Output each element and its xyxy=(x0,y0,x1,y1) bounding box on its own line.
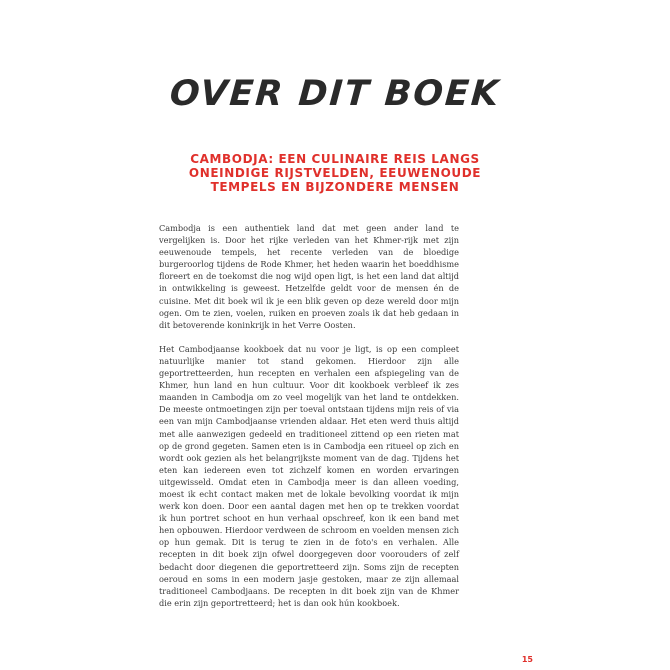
body-text xyxy=(159,222,459,621)
subtitle-line: ONEINDIGE RIJSTVELDEN, EEUWENOUDE xyxy=(188,166,482,180)
subtitle-line: CAMBODJA: EEN CULINAIRE REIS LANGS xyxy=(190,152,480,166)
subtitle xyxy=(0,152,670,194)
paragraph: Cambodja is een authentiek land dat met geen ander land te vergelijken is. Door het rijke verleden van het Khmer-rijk met zijn eeuwenoude tempels, het recente verleden van de bloedige burgeroorlog tijdens de Rode Khmer, het heden waarin het boeddhisme floreert en de toekomst die nog wijd open ligt, is het een land dat altijd in ontwikkeling is geweest. Hetzelfde geldt voor de mensen én de cuisine. Met dit boek wil ik je een blik geven op deze wereld door mijn ogen. Om te zien, voelen, ruiken en proeven zoals ik dat heb gedaan in dit betoverende koninkrijk in het Verre Oosten. xyxy=(159,223,459,330)
paragraph: Het Cambodjaanse kookboek dat nu voor je ligt, is op een compleet natuurlijke manier tot stand gekomen. Hierdoor zijn alle geportretteerden, hun recepten en verhalen een afspiegeling van de Khmer, hun land en hun cultuur. Voor dit kookboek verbleef ik zes maanden in Cambodja om zo veel mogelijk van het land te ontdekken. De meeste ontmoetingen zijn per toeval ontstaan tijdens mijn reis of via een van mijn Cambodjaanse vrienden aldaar. Het eten werd thuis altijd met alle aanwezigen gedeeld en traditioneel zittend op een rieten mat op de grond gegeten. Samen eten is in Cambodja een ritueel op zich en wordt ook gezien als het belangrijkste moment van de dag. Tijdens het eten kan iedereen even tot zichzelf komen en worden ervaringen uitgewisseld. Omdat eten in Cambodja meer is dan alleen voeding, moest ik echt contact maken met de lokale bevolking voordat ik mijn werk kon doen. Door een aantal dagen met hen op te trekken voordat ik hun portret schoot en hun verhaal opschreef, kon ik een band met hen opbouwen. Hierdoor verdween de schroom en voelden mensen zich op hun gemak. Dit is terug te zien in de foto's en verhalen. Alle recepten in dit boek zijn ofwel doorgegeven door voorouders of zelf bedacht door diegenen die geportretteerd zijn. Soms zijn de recepten oeroud en soms in een modern jasje gestoken, maar ze zijn allemaal traditioneel Cambodjaans. De recepten in dit boek zijn van de Khmer die erin zijn geportretteerd; het is dan ook hún kookboek. xyxy=(159,343,459,608)
subtitle-line: TEMPELS EN BIJZONDERE MENSEN xyxy=(210,180,460,194)
page-number: 15 xyxy=(521,655,533,664)
page-title: OVER DIT BOEK xyxy=(168,74,502,114)
